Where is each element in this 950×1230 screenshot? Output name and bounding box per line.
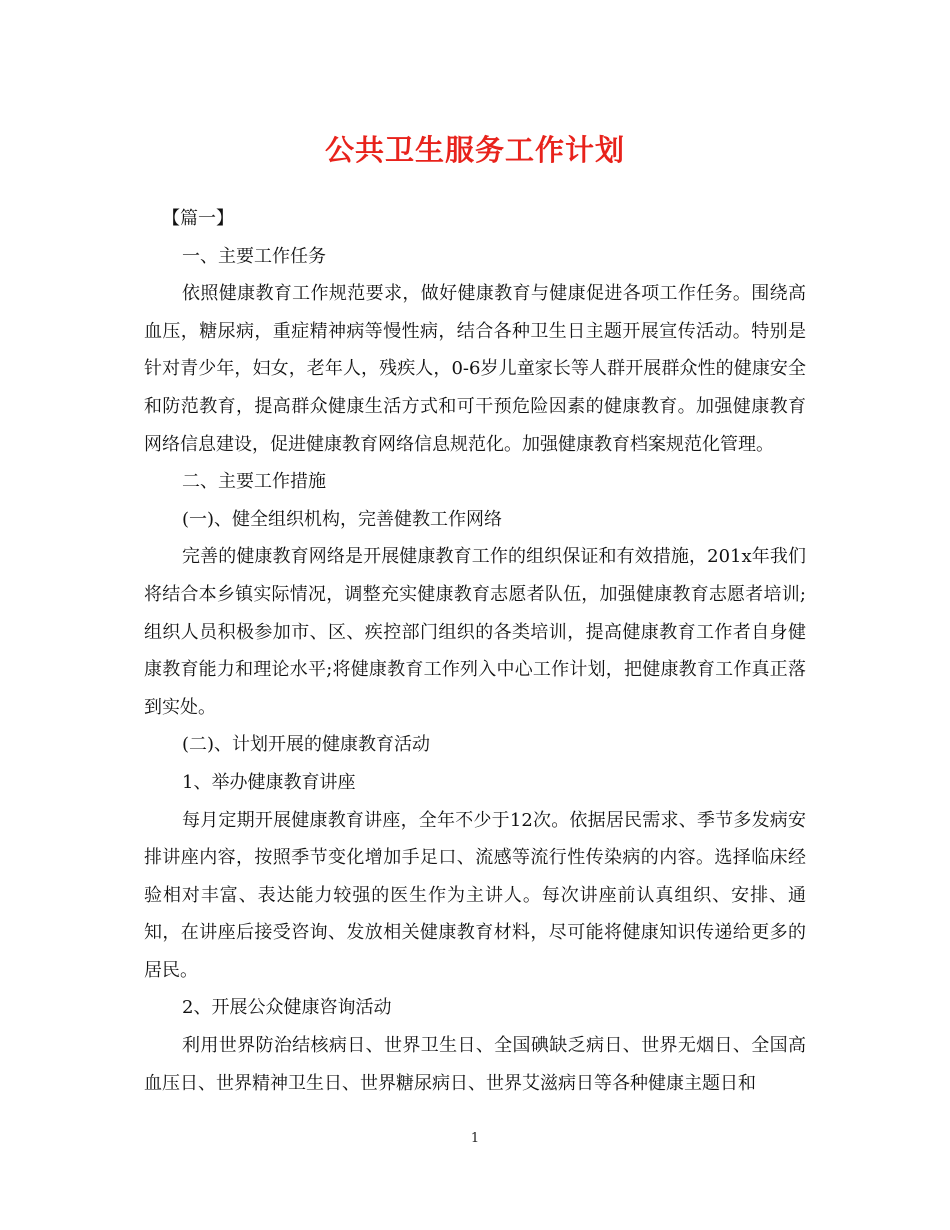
subheading-organization: (一)、健全组织机构，完善健教工作网络 [182,508,503,530]
heading-main-measures: 二、主要工作措施 [182,471,326,493]
document-body [144,200,806,1102]
heading-main-tasks: 一、主要工作任务 [182,245,326,267]
paragraph-lectures: 每月定期开展健康教育讲座，全年不少于12次。依据居民需求、季节多发病安排讲座内容，按照季节变化增加手足口、流感等流行性传染病的内容。选择临床经验相对丰富、表达能力较强的医生作为主讲人。每次讲座前认真组织、安排、通知，在讲座后接受咨询、发放相关健康教育材料，尽可能将健康知识传递给更多的居民。 [144,809,806,981]
section-label: 【篇一】 [162,208,234,229]
subheading-activities: (二)、计划开展的健康教育活动 [182,734,431,756]
item-lectures-heading: 1、举办健康教育讲座 [182,771,356,793]
paragraph-organization: 完善的健康教育网络是开展健康教育工作的组织保证和有效措施，201x年我们将结合本乡镇实际情况，调整充实健康教育志愿者队伍，加强健康教育志愿者培训;组织人员积极参加市、区、疾控部门组织的各类培训，提高健康教育工作者自身健康教育能力和理论水平;将健康教育工作列入中心工作计划，把健康教育工作真正落到实处。 [144,546,806,718]
document-title: 公共卫生服务工作计划 [324,133,625,167]
paragraph-main-tasks: 依照健康教育工作规范要求，做好健康教育与健康促进各项工作任务。围绕高血压，糖尿病，重症精神病等慢性病，结合各种卫生日主题开展宣传活动。特别是针对青少年，妇女，老年人，残疾人，0-6岁儿童家长等人群开展群众性的健康安全和防范教育，提高群众健康生活方式和可干预危险因素的健康教育。加强健康教育网络信息建设，促进健康教育网络信息规范化。加强健康教育档案规范化管理。 [144,283,806,455]
item-consultation-heading: 2、开展公众健康咨询活动 [182,997,392,1019]
page-number: 1 [470,1131,480,1146]
paragraph-consultation: 利用世界防治结核病日、世界卫生日、全国碘缺乏病日、世界无烟日、全国高血压日、世界精神卫生日、世界糖尿病日、世界艾滋病日等各种健康主题日和 [144,1035,806,1094]
